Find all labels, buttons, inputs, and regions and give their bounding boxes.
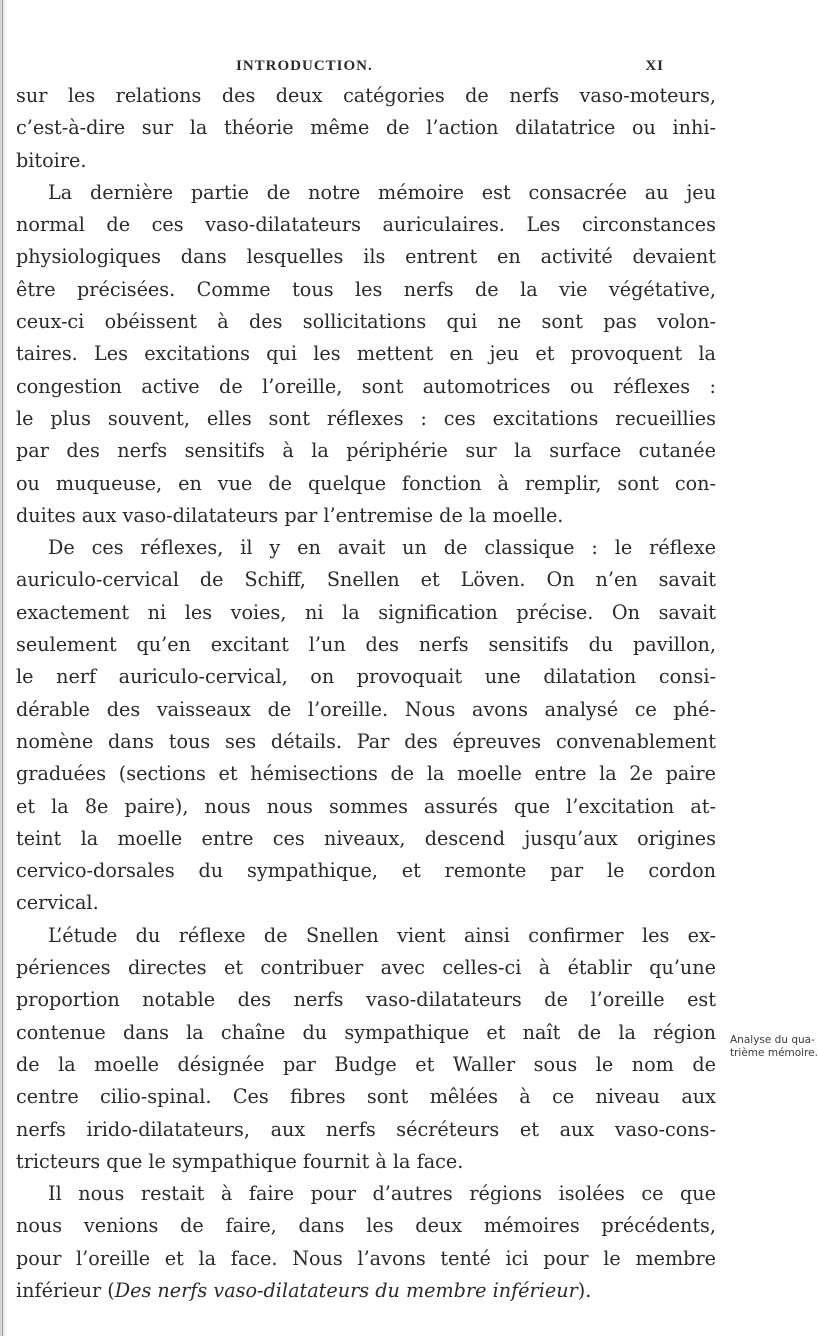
text-line: le nerf auriculo-cervical, on provoquait une dilatation consi- (16, 665, 716, 689)
italic-title: Des nerfs vaso-dilatateurs du membre inférieur (114, 1278, 578, 1302)
text-line: sur les relations des deux catégories de nerfs vaso-moteurs, (16, 84, 716, 107)
text-segment: inférieur ( (16, 1278, 115, 1302)
text-line-final (16, 1275, 716, 1307)
text-line: tricteurs que le sympathique fournit à la face. (16, 1149, 464, 1173)
text-line: duites aux vaso-dilatateurs par l’entremise de la moelle. (16, 503, 564, 527)
page-header (236, 58, 664, 80)
text-line: être précisées. Comme tous les nerfs de la vie végétative, (16, 277, 716, 301)
margin-note (730, 1034, 818, 1060)
text-line: de la moelle désignée par Budge et Waller sous le nom de (16, 1052, 716, 1076)
text-line: exactement ni les voies, ni la signification précise. On savait (16, 600, 716, 624)
text-line: bitoire. (16, 148, 87, 172)
text-line: et la 8e paire), nous nous sommes assurés que l’excitation at- (16, 794, 716, 818)
margin-note-line: Analyse du qua- (730, 1034, 815, 1046)
text-line: cervico-dorsales du sympathique, et remonte par le cordon (16, 859, 716, 883)
margin-note-line: trième mémoire. (730, 1047, 818, 1059)
text-line: L’étude du réflexe de Snellen vient ainsi confirmer les ex- (48, 923, 716, 947)
text-line: pour l’oreille et la face. Nous l’avons tenté ici pour le membre (16, 1246, 716, 1270)
text-line: La dernière partie de notre mémoire est consacrée au jeu (48, 180, 716, 204)
text-line: nomène dans tous ses détails. Par des épreuves convenablement (16, 729, 716, 753)
text-line: congestion active de l’oreille, sont automotrices ou réflexes : (16, 374, 716, 398)
text-line: Il nous restait à faire pour d’autres régions isolées ce que (48, 1182, 716, 1206)
text-line: dérable des vaisseaux de l’oreille. Nous avons analysé ce phé- (16, 697, 716, 721)
text-line: nous venions de faire, dans les deux mémoires précédents, (16, 1214, 716, 1238)
text-line: ou muqueuse, en vue de quelque fonction à remplir, sont con- (16, 471, 716, 495)
page-edge (0, 0, 8, 1336)
text-line: physiologiques dans lesquelles ils entrent en activité devaient (16, 245, 716, 269)
text-line: ceux-ci obéissent à des sollicitations qui ne sont pas volon- (16, 310, 716, 334)
text-line: De ces réflexes, il y en avait un de classique : le réflexe (48, 536, 716, 560)
text-line: seulement qu’en excitant l’un des nerfs sensitifs du pavillon, (16, 633, 716, 657)
text-line: graduées (sections et hémisections de la moelle entre la 2e paire (16, 762, 716, 786)
text-line: c’est-à-dire sur la théorie même de l’action dilatatrice ou inhi- (16, 116, 716, 140)
text-line: teint la moelle entre ces niveaux, descend jusqu’aux origines (16, 826, 716, 850)
text-line: contenue dans la chaîne du sympathique et naît de la région (16, 1020, 716, 1044)
text-line: auriculo-cervical de Schiff, Snellen et Löven. On n’en savait (16, 568, 716, 592)
text-line: par des nerfs sensitifs à la périphérie sur la surface cutanée (16, 439, 716, 463)
text-line: nerfs irido-dilatateurs, aux nerfs sécréteurs et aux vaso-cons- (16, 1117, 716, 1141)
text-line: centre cilio-spinal. Ces fibres sont mêlées à ce niveau aux (16, 1085, 716, 1109)
text-line: cervical. (16, 891, 99, 915)
text-line: normal de ces vaso-dilatateurs auriculaires. Les circonstances (16, 213, 716, 237)
body-text (16, 80, 716, 1307)
text-line: proportion notable des nerfs vaso-dilatateurs de l’oreille est (16, 988, 716, 1012)
text-line: périences directes et contribuer avec celles-ci à établir qu’une (16, 956, 716, 980)
text-segment: ). (577, 1278, 592, 1302)
text-line: le plus souvent, elles sont réflexes : ces excitations recueillies (16, 406, 716, 430)
text-line: taires. Les excitations qui les mettent en jeu et provoquent la (16, 342, 716, 366)
page-number: XI (645, 58, 664, 74)
running-head: INTRODUCTION. (236, 58, 373, 74)
